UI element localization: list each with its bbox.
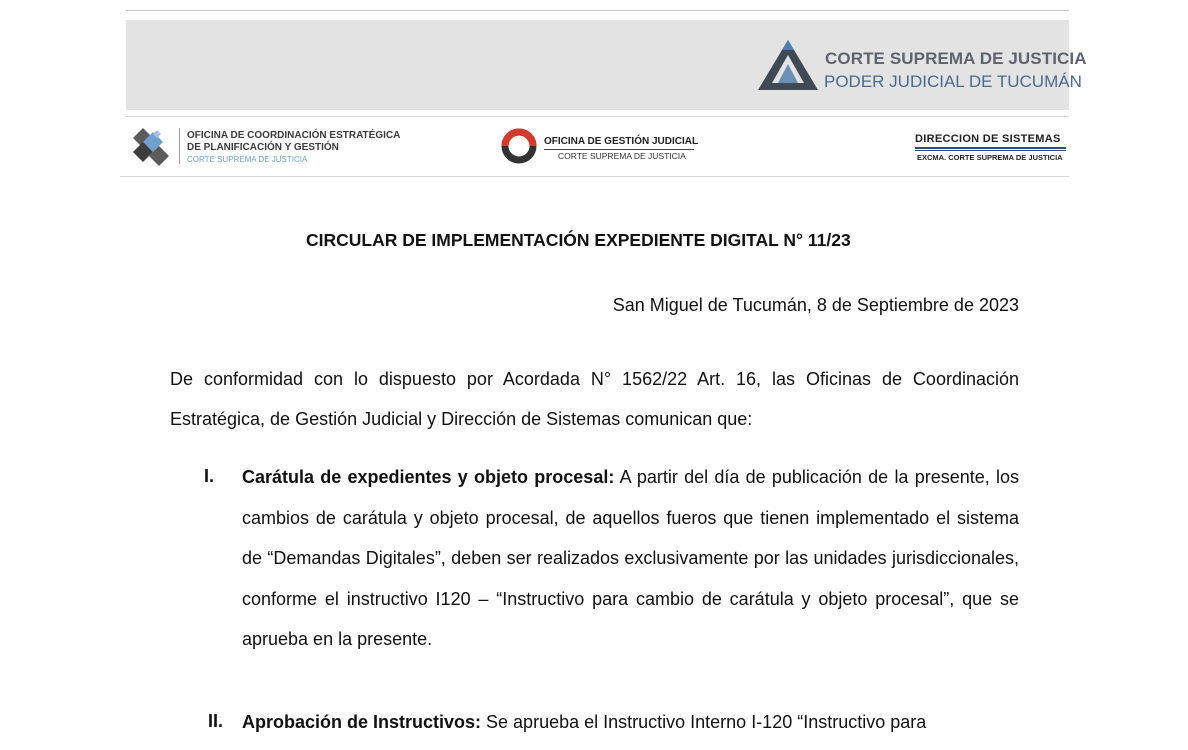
office1-line2: DE PLANIFICACIÓN Y GESTIÓN [187, 142, 339, 153]
list-item [242, 457, 1019, 660]
item-number: II. [208, 711, 224, 731]
office1-separator [179, 128, 180, 164]
item-text: Se aprueba el Instructivo Interno I-120 “Instructivo para [481, 712, 927, 732]
office2-line1: OFICINA DE GESTIÓN JUDICIAL [544, 136, 699, 147]
document-title: CIRCULAR DE IMPLEMENTACIÓN EXPEDIENTE DIGITAL N° 11/23 [306, 230, 851, 250]
office1-line1: OFICINA DE COORDINACIÓN ESTRATÉGICA [187, 130, 401, 141]
office2-line2: CORTE SUPREMA DE JUSTICIA [558, 151, 686, 161]
office3-rule-thick [915, 147, 1066, 149]
office1-line3: CORTE SUPREMA DE JUSTICIA [187, 155, 308, 164]
item-heading: Carátula de expedientes y objeto procesal: [242, 467, 615, 487]
corte-suprema-logo-icon [758, 38, 820, 92]
sub-letterhead-bottom-rule [120, 176, 1069, 177]
top-rule [126, 10, 1069, 11]
item-heading: Aprobación de Instructivos: [242, 712, 482, 732]
planificacion-logo-icon [131, 126, 173, 166]
intro-paragraph: De conformidad con lo dispuesto por Acordada N° 1562/22 Art. 16, las Oficinas de Coordinación Estratégica, de Gestión Judicial y Dirección de Sistemas comunican que: [170, 369, 1019, 429]
court-name-line1: CORTE SUPREMA DE JUSTICIA [825, 49, 1087, 68]
item-number: I. [204, 466, 215, 486]
item-text: A partir del día de publicación de la presente, los cambios de carátula y objeto procesal, de aquellos fueros que tienen implementado el sistema de “Demandas Digitales”, deben ser realizados exclusivamente por las unidades jurisdiccionales, conforme el instructivo I120 – “Instructivo para cambio de carátula y objeto procesal”, que se aprueba en la presente. [242, 467, 1019, 649]
sub-letterhead-top-rule [126, 116, 1069, 117]
court-name-line2: PODER JUDICIAL DE TUCUMÁN [824, 72, 1082, 91]
office3-line2: EXCMA. CORTE SUPREMA DE JUSTICIA [917, 153, 1063, 162]
office3-line1: DIRECCION DE SISTEMAS [915, 133, 1061, 145]
place-date: San Miguel de Tucumán, 8 de Septiembre de 2023 [612, 295, 1019, 315]
gestion-judicial-logo-icon [500, 127, 538, 165]
office3-rule-thin [915, 150, 1066, 151]
office2-underline [544, 149, 694, 150]
list-item [242, 702, 1019, 743]
